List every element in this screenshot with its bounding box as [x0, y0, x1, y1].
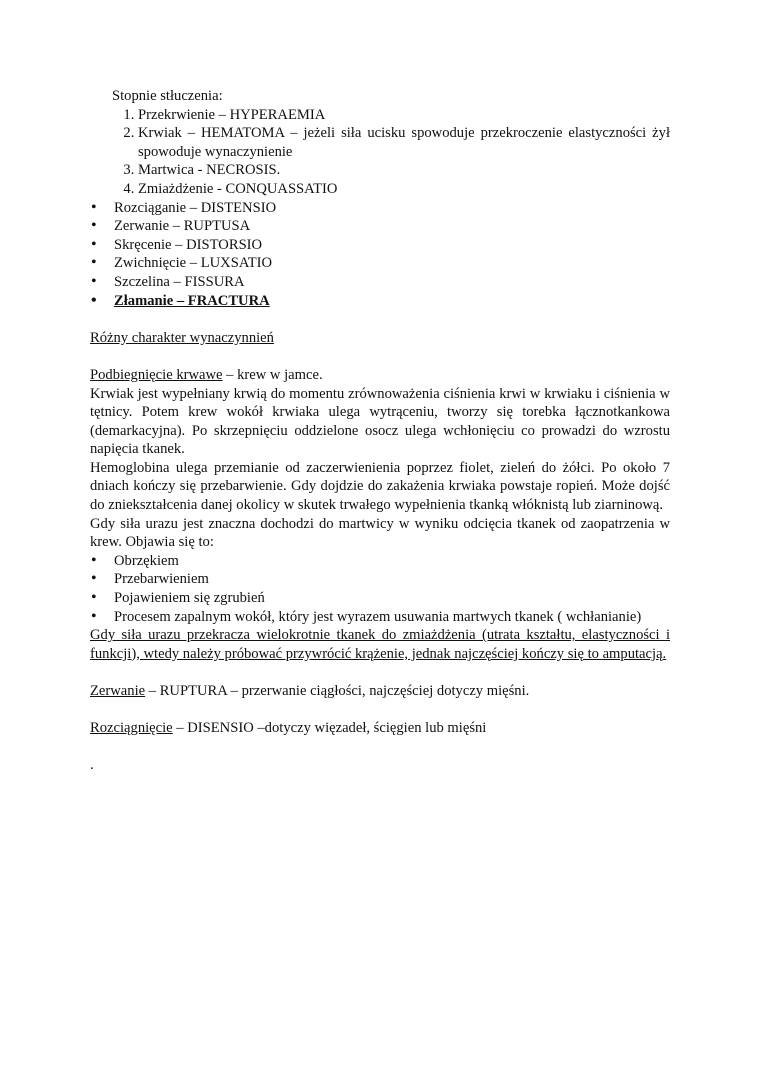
injury-item: • Rozciąganie – DISTENSIO	[90, 199, 670, 218]
stages-heading: Stopnie stłuczenia:	[112, 88, 223, 104]
symptom-item: • Pojawieniem się zgrubień	[90, 589, 670, 608]
section-title: Różny charakter wynaczynnień	[90, 329, 274, 346]
paragraph-crush: Gdy siła urazu przekracza wielokrotnie tkanek do zmiażdżenia (utrata kształtu, elastyczności i funkcji), wtedy należy próbować przywrócić krążenie, jednak najczęściej kończy się to amputacją.	[90, 627, 670, 662]
rupture-line	[90, 682, 670, 701]
symptom-item: • Procesem zapalnym wokół, który jest wyrazem usuwania martwych tkanek ( wchłanianie)	[90, 608, 670, 627]
contusion-stages-list	[90, 106, 670, 199]
stretch-rest: – DISENSIO –dotyczy więzadeł, ścięgien lub mięśni	[172, 720, 487, 737]
subheading	[90, 366, 670, 385]
paragraph-hematoma: Krwiak jest wypełniany krwią do momentu zrównoważenia ciśnienia krwi w krwiaku i ciśnienia w tętnicy. Potem krew wokół krwiaka ulega wytrąceniu, tworzy się torebka łącznotkankowa (demarkacyjna). Po skrzepnięciu oddzielone osocz ulega wchłonięciu co prowadzi do wzrostu napięcia tkanek.	[90, 385, 670, 458]
stretch-term: Rozciągnięcie	[90, 720, 173, 737]
rupture-rest: – RUPTURA – przerwanie ciągłości, najczęściej dotyczy mięśni.	[145, 683, 530, 699]
symptoms-list	[90, 552, 670, 626]
rupture-term: Zerwanie	[90, 683, 146, 699]
trailing-mark: .	[90, 757, 94, 774]
subheading-rest: – krew w jamce.	[222, 366, 323, 383]
symptom-item: • Obrzękiem	[90, 552, 670, 571]
stretch-line	[90, 719, 670, 738]
stage-item: 4. Zmiażdżenie - CONQUASSATIO	[138, 180, 670, 199]
document-page	[90, 87, 670, 775]
stage-item: 2. Krwiak – HEMATOMA – jeżeli siła ucisku spowoduje przekroczenie elastyczności żył spowoduje wynaczynienie	[138, 124, 670, 161]
stage-item: 1. Przekrwienie – HYPERAEMIA	[138, 106, 670, 125]
symptom-item: • Przebarwieniem	[90, 570, 670, 589]
injury-item: • Zerwanie – RUPTUSA	[90, 217, 670, 236]
stage-item: 3. Martwica - NECROSIS.	[138, 161, 670, 180]
injury-item: • Zwichnięcie – LUXSATIO	[90, 254, 670, 273]
subheading-term: Podbiegnięcie krwawe	[90, 366, 223, 383]
paragraph-necrosis: Gdy siła urazu jest znaczna dochodzi do martwicy w wyniku odcięcia tkanek od zaopatrzenia w krew. Objawia się to:	[90, 515, 670, 551]
injury-types-list	[90, 199, 670, 311]
injury-item: • Szczelina – FISSURA	[90, 273, 670, 292]
injury-item-fracture: • Złamanie – FRACTURA	[90, 292, 670, 311]
paragraph-hemoglobin: Hemoglobina ulega przemianie od zaczerwienienia poprzez fiolet, zieleń do żółci. Po około 7 dniach kończy się przebarwienie. Gdy dojdzie do zakażenia krwiaka powstaje ropień. Może dojść do zniekształcenia danej okolicy w skutek trwałego wypełnienia tkanką włóknistą lub ziarninową.	[90, 459, 670, 514]
injury-item: • Skręcenie – DISTORSIO	[90, 236, 670, 255]
